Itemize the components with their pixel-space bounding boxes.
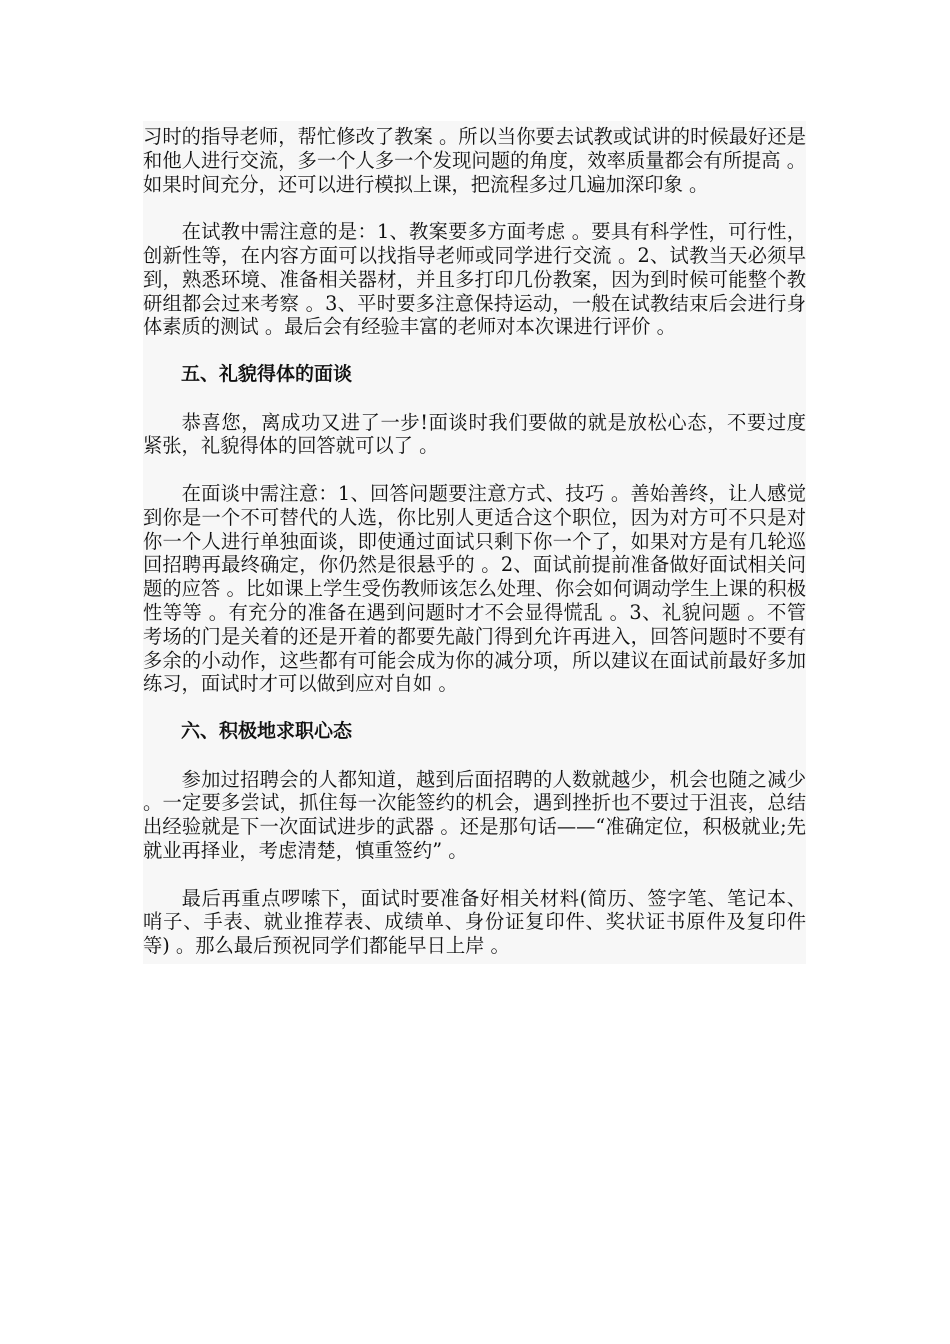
paragraph-job-fair: 参加过招聘会的人都知道，越到后面招聘的人数就越少，机会也随之减少 。一定要多尝试，抓住每一次能签约的机会，遇到挫折也不要过于沮丧，总结出经验就是下一次面试进步的武器 。还是那句话——“准确定位，积极就业;先就业再择业，考虑清楚，慎重签约” 。 [143,767,806,862]
paragraph-interview-intro: 恭喜您，离成功又进了一步!面谈时我们要做的就是放松心态，不要过度紧张，礼貌得体的回答就可以了 。 [143,410,806,458]
article-body [143,121,806,964]
paragraph-interview-notes: 在面谈中需注意：1、回答问题要注意方式、技巧 。善始善终，让人感觉到你是一个不可替代的人选，你比别人更适合这个职位，因为对方可不只是对你一个人进行单独面谈，即使通过面试只剩下你一个了，如果对方是有几轮巡回招聘再最终确定，你仍然是很悬乎的 。2、面试前提前准备做好面试相关问题的应答 。比如课上学生受伤教师该怎么处理、你会如何调动学生上课的积极性等等 。有充分的准备在遇到问题时才不会显得慌乱 。3、礼貌问题 。不管考场的门是关着的还是开着的都要先敲门得到允许再进入，回答问题时不要有多余的小动作，这些都有可能会成为你的减分项，所以建议在面试前最好多加练习，面试时才可以做到应对自如 。 [143,481,806,696]
paragraph-trial-teaching-prep: 习时的指导老师，帮忙修改了教案 。所以当你要去试教或试讲的时候最好还是和他人进行交流，多一个人多一个发现问题的角度，效率质量都会有所提高 。如果时间充分，还可以进行模拟上课，把流程多过几遍加深印象 。 [143,125,806,196]
paragraph-trial-teaching-notes: 在试教中需注意的是：1、教案要多方面考虑 。要具有科学性，可行性，创新性等，在内容方面可以找指导老师或同学进行交流 。2、试教当天必须早到，熟悉环境、准备相关器材，并且多打印几份教案，因为到时候可能整个教研组都会过来考察 。3、平时要多注意保持运动，一般在试教结束后会进行身体素质的测试 。最后会有经验丰富的老师对本次课进行评价 。 [143,220,806,339]
section-heading-attitude: 六、积极地求职心态 [181,719,353,742]
section-heading-interview: 五、礼貌得体的面谈 [181,362,353,385]
paragraph-materials: 最后再重点啰嗦下，面试时要准备好相关材料(简历、签字笔、笔记本、哨子、手表、就业推荐表、成绩单、身份证复印件、奖状证书原件及复印件等) 。那么最后预祝同学们都能早日上岸 。 [143,886,806,958]
